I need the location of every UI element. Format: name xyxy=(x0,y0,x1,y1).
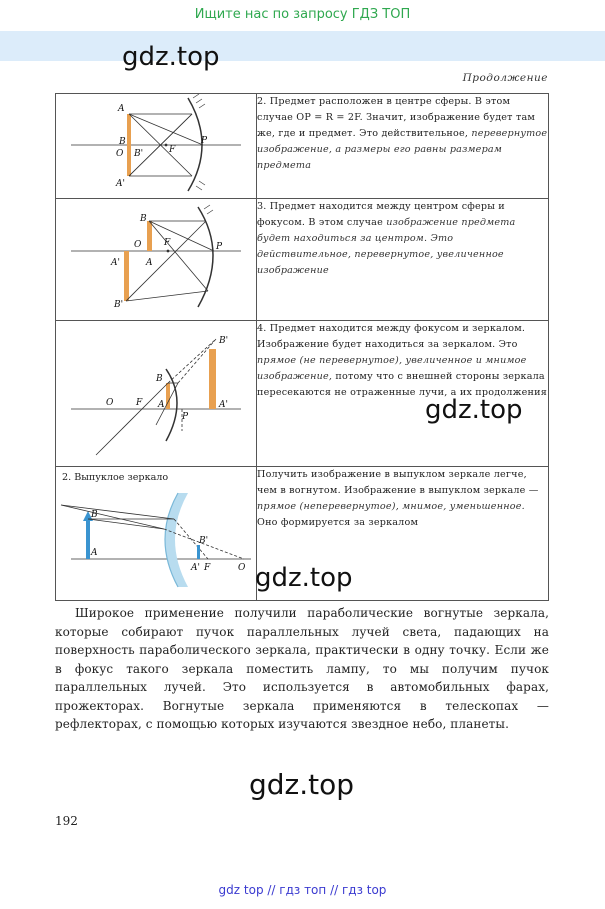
continued-label: Продолжение xyxy=(462,72,548,84)
text-cell xyxy=(257,199,549,321)
row-italic: перевернутое изображение, а размеры его равны размерам предмета xyxy=(257,128,548,171)
row-text-2: Оно формируется за зеркалом xyxy=(257,517,419,528)
text-cell xyxy=(257,94,549,199)
table-row xyxy=(56,321,549,467)
row-text: 4. Предмет находится между фокусом и зеркалом. Изображение будет находиться за зеркалом. Это xyxy=(257,323,526,350)
figure-cell xyxy=(56,94,257,199)
watermark: gdz.top xyxy=(249,768,355,801)
label-o: O xyxy=(116,149,124,159)
label-o: O xyxy=(134,240,142,250)
label-b: B xyxy=(140,214,147,224)
label-a1: A' xyxy=(116,179,125,189)
diagram-between-center-focus xyxy=(56,199,256,316)
label-f: F xyxy=(169,145,176,155)
section-title: 2. Выпуклое зеркало xyxy=(62,472,169,483)
label-p: P xyxy=(216,242,223,252)
label-b: B xyxy=(119,137,126,147)
page-number: 192 xyxy=(55,814,78,828)
top-banner[interactable]: Ищите нас по запросу ГДЗ ТОП xyxy=(194,7,411,22)
label-o: O xyxy=(238,563,246,573)
watermark: gdz.top xyxy=(425,395,523,425)
figure-cell xyxy=(56,199,257,321)
row-italic: прямое (не перевернутое), увеличенное и мнимое изображение, xyxy=(257,355,527,382)
label-p: P xyxy=(182,412,189,422)
label-b1: B' xyxy=(134,149,144,159)
label-b: B xyxy=(156,374,163,384)
label-a1: A' xyxy=(111,258,120,268)
text-cell xyxy=(257,321,549,467)
footer-links[interactable]: gdz top // гдз топ // гдз top xyxy=(218,883,387,897)
diagram-between-focus-mirror xyxy=(56,321,256,462)
label-b1: B' xyxy=(199,536,209,546)
label-a: A xyxy=(118,104,125,114)
watermark: gdz.top xyxy=(255,563,353,593)
row-text: Получить изображение в выпуклом зеркале легче, чем в вогнутом. Изображение в выпуклом зеркале — xyxy=(257,469,539,496)
row-italic: изображение предмета будет находиться за центром. Это действительное, перевернутое, увеличенное изображение xyxy=(257,217,516,276)
mirror-table xyxy=(55,93,549,601)
figure-cell xyxy=(56,321,257,467)
body-paragraph: Широкое применение получили параболические вогнутые зеркала, которые собирают пучок параллельных лучей света, падающих на поверхность параболического зеркала, практически в одну точку. Если же в фокус такого зеркала поместить лампу, то мы получим пучок параллельных лучей. Это используется в автомобильных фарах, прожекторах. Вогнутые зеркала применяются в телескопах — рефлекторах, с помощью которых изучаются звездное небо, планеты. xyxy=(55,606,549,731)
label-a1: A' xyxy=(191,563,200,573)
row-text-2: потому что с внешней стороны зеркала пересекаются не отраженные лучи, а их продолжения xyxy=(257,371,547,398)
row-italic: прямое (неперевернутое), мнимое, уменьшенное. xyxy=(257,501,525,512)
row-text: 2. Предмет расположен в центре сферы. В этом случае OP = R = 2F. Значит, изображение будет там же, где и предмет. Это действительное, xyxy=(257,96,536,139)
label-f: F xyxy=(136,398,143,408)
table-row xyxy=(56,94,549,199)
label-b1: B' xyxy=(219,336,229,346)
figure-cell xyxy=(56,467,257,601)
label-a: A xyxy=(158,400,165,410)
header-band xyxy=(0,31,605,61)
label-a1: A' xyxy=(219,400,228,410)
watermark: gdz.top xyxy=(122,42,220,72)
row-text: 3. Предмет находится между центром сферы и фокусом. В этом случае xyxy=(257,201,505,228)
diagram-center xyxy=(56,94,256,194)
table-row xyxy=(56,199,549,321)
label-p: P xyxy=(201,136,208,146)
label-b1: B' xyxy=(114,300,124,310)
label-f: F xyxy=(164,238,171,248)
label-b: B xyxy=(91,510,98,520)
diagram-convex xyxy=(56,483,256,595)
label-o: O xyxy=(106,398,114,408)
label-f: F xyxy=(204,563,211,573)
label-a: A xyxy=(91,548,98,558)
label-a: A xyxy=(146,258,153,268)
